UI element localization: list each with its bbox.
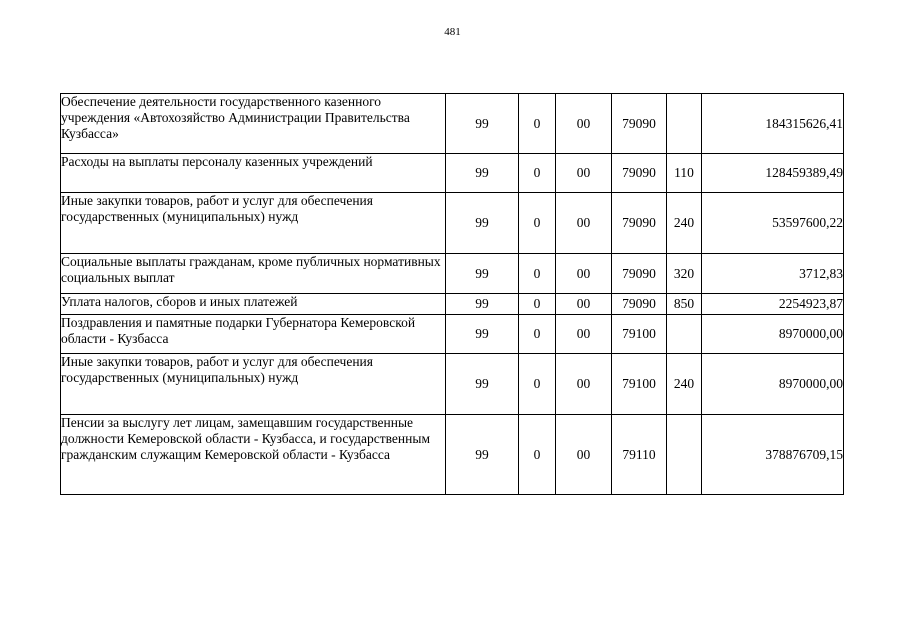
subprogram-code: 0 — [519, 315, 556, 354]
table-row — [61, 154, 844, 193]
expense-type-code: 240 — [667, 193, 702, 254]
program-code: 99 — [446, 193, 519, 254]
main-event-code: 00 — [556, 315, 612, 354]
page-number: 481 — [444, 26, 461, 38]
expense-type-code — [667, 94, 702, 154]
subprogram-code: 0 — [519, 94, 556, 154]
expense-type-code: 110 — [667, 154, 702, 193]
main-event-code: 00 — [556, 294, 612, 315]
direction-code: 79090 — [612, 193, 667, 254]
table-row — [61, 315, 844, 354]
row-name: Иные закупки товаров, работ и услуг для обеспечения государственных (муниципальных) нужд — [61, 354, 446, 415]
row-name: Уплата налогов, сборов и иных платежей — [61, 294, 446, 315]
row-name: Пенсии за выслугу лет лицам, замещавшим государственные должности Кемеровской области - Кузбасса, и государственным гражданским служащим Кемеровской области - Кузбасса — [61, 415, 446, 495]
expense-type-code — [667, 315, 702, 354]
amount: 184315626,41 — [702, 94, 844, 154]
amount: 378876709,15 — [702, 415, 844, 495]
subprogram-code: 0 — [519, 154, 556, 193]
direction-code: 79110 — [612, 415, 667, 495]
row-name: Социальные выплаты гражданам, кроме публичных нормативных социальных выплат — [61, 254, 446, 294]
row-name: Иные закупки товаров, работ и услуг для обеспечения государственных (муниципальных) нужд — [61, 193, 446, 254]
direction-code: 79090 — [612, 294, 667, 315]
table-row — [61, 354, 844, 415]
main-event-code: 00 — [556, 415, 612, 495]
expense-type-code — [667, 415, 702, 495]
main-event-code: 00 — [556, 354, 612, 415]
main-event-code: 00 — [556, 154, 612, 193]
row-name: Расходы на выплаты персоналу казенных учреждений — [61, 154, 446, 193]
program-code: 99 — [446, 354, 519, 415]
table-row — [61, 294, 844, 315]
program-code: 99 — [446, 315, 519, 354]
direction-code: 79090 — [612, 254, 667, 294]
amount: 128459389,49 — [702, 154, 844, 193]
amount: 53597600,22 — [702, 193, 844, 254]
subprogram-code: 0 — [519, 415, 556, 495]
subprogram-code: 0 — [519, 254, 556, 294]
budget-table — [60, 93, 844, 495]
subprogram-code: 0 — [519, 354, 556, 415]
row-name: Поздравления и памятные подарки Губернатора Кемеровской области - Кузбасса — [61, 315, 446, 354]
expense-type-code: 240 — [667, 354, 702, 415]
program-code: 99 — [446, 154, 519, 193]
subprogram-code: 0 — [519, 193, 556, 254]
main-event-code: 00 — [556, 254, 612, 294]
program-code: 99 — [446, 94, 519, 154]
program-code: 99 — [446, 254, 519, 294]
table-row — [61, 415, 844, 495]
table-row — [61, 254, 844, 294]
main-event-code: 00 — [556, 94, 612, 154]
direction-code: 79090 — [612, 154, 667, 193]
amount: 8970000,00 — [702, 315, 844, 354]
table-row — [61, 94, 844, 154]
amount: 2254923,87 — [702, 294, 844, 315]
program-code: 99 — [446, 294, 519, 315]
direction-code: 79100 — [612, 315, 667, 354]
expense-type-code: 320 — [667, 254, 702, 294]
expense-type-code: 850 — [667, 294, 702, 315]
subprogram-code: 0 — [519, 294, 556, 315]
row-name: Обеспечение деятельности государственного казенного учреждения «Автохозяйство Администрации Правительства Кузбасса» — [61, 94, 446, 154]
program-code: 99 — [446, 415, 519, 495]
table-row — [61, 193, 844, 254]
amount: 8970000,00 — [702, 354, 844, 415]
amount: 3712,83 — [702, 254, 844, 294]
direction-code: 79090 — [612, 94, 667, 154]
main-event-code: 00 — [556, 193, 612, 254]
direction-code: 79100 — [612, 354, 667, 415]
